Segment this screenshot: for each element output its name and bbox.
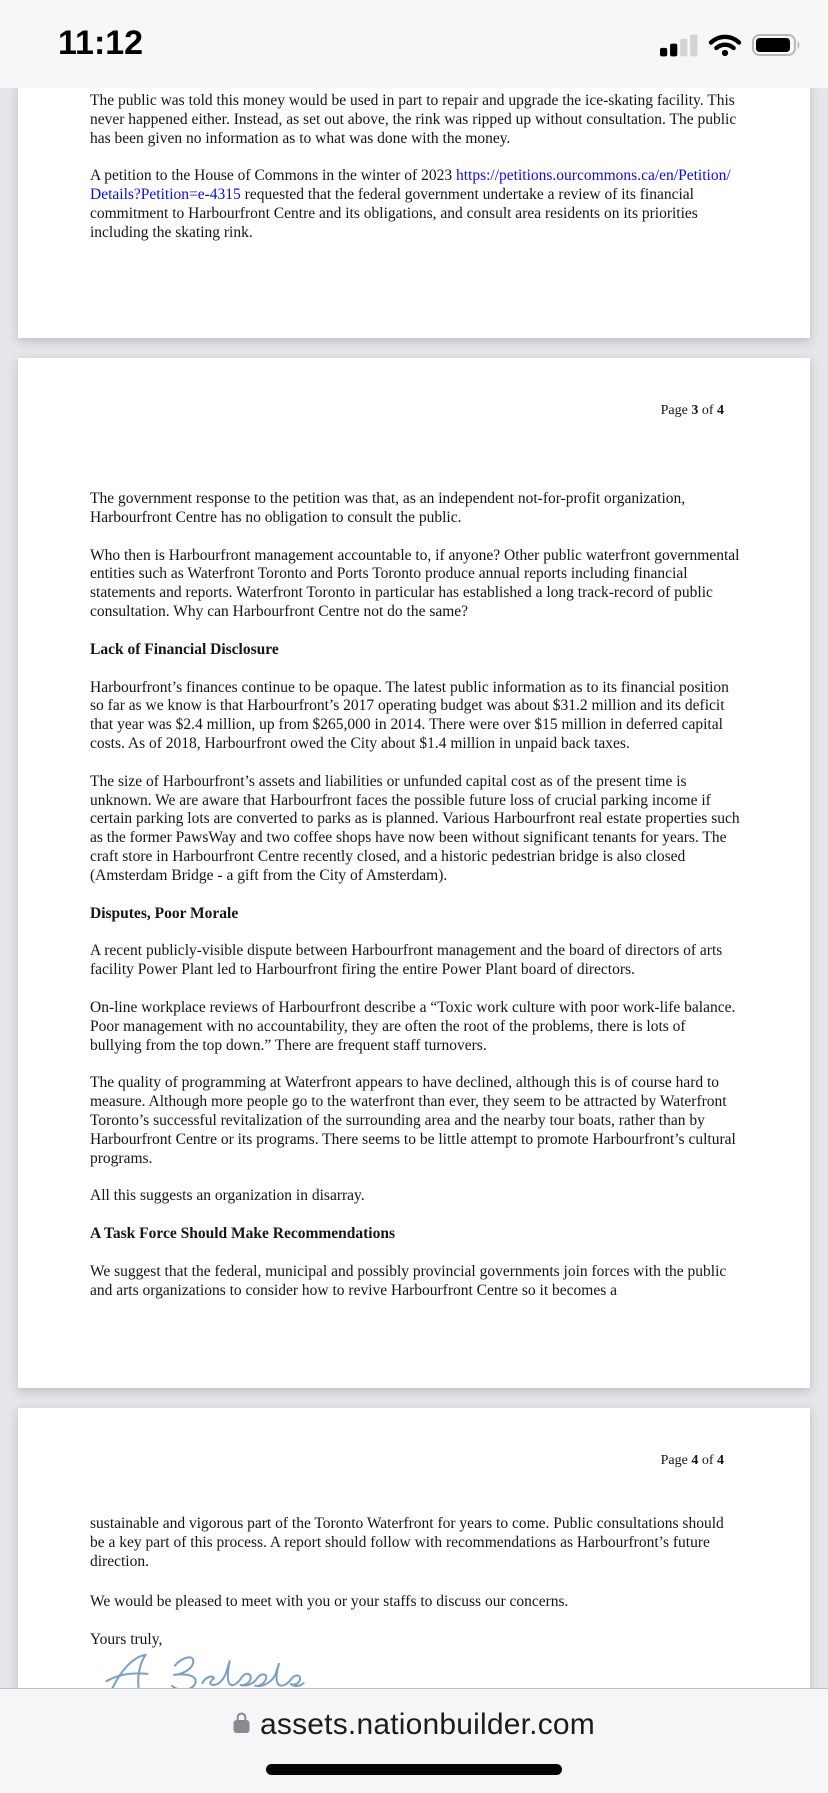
paragraph: A recent publicly-visible dispute between Harbourfront management and the board of directors of arts facility Power Plant led to Harbourfront firing the entire Power Plant board of directors.: [90, 942, 723, 979]
petition-rest-text: requested that the federal government undertake a review of its financial commitment to Harbourfront Centre and its obligations, and consult area residents on its priorities including the skating rink.: [90, 186, 698, 241]
pdf-page-2-partial: [18, 84, 810, 338]
section-heading: A Task Force Should Make Recommendations: [90, 1225, 396, 1243]
page-total: 4: [717, 403, 724, 418]
page-number-header: [18, 402, 724, 419]
closing-line: Yours truly,: [90, 1631, 163, 1649]
page-word: Page: [660, 403, 688, 418]
petition-link[interactable]: https://petitions.ourcommons.ca/en/Petition/Details?Petition=e-4315: [90, 167, 731, 204]
page-number-header: [18, 1452, 724, 1469]
page-number: 3: [691, 403, 699, 418]
of-word: of: [701, 403, 714, 418]
page-number: 4: [691, 1453, 699, 1468]
url-text: assets.nationbuilder.com: [260, 1708, 595, 1741]
battery-icon: [752, 33, 802, 62]
wifi-icon: [708, 32, 742, 62]
paragraph: The quality of programming at Waterfront appears to have declined, although this is of course hard to measure. Although more people go to the waterfront than ever, they seem to be attracted by Waterfront Toronto’s successful revitalization of the surrounding area and the nearby tour boats, rather than by Harbourfront Centre or its programs. There seems to be little attempt to promote Harbourfront’s cultural programs.: [90, 1074, 736, 1167]
paragraph: sustainable and vigorous part of the Toronto Waterfront for years to come. Public consultations should be a key part of this process. A report should follow with recommendations as Harbourfront’s future direction.: [90, 1515, 724, 1570]
page-word: Page: [660, 1453, 688, 1468]
page-total: 4: [717, 1453, 724, 1468]
section-heading: Lack of Financial Disclosure: [90, 640, 279, 658]
petition-intro-text: A petition to the House of Commons in the winter of 2023: [90, 167, 456, 185]
paragraph: Who then is Harbourfront management accountable to, if anyone? Other public waterfront governmental entities such as Waterfront Toronto and Ports Toronto produce annual reports including financial statements and reports. Waterfront Toronto in particular has established a long track-record of public consultation. Why can Harbourfront Centre not do the same?: [90, 546, 740, 620]
paragraph: We would be pleased to meet with you or your staffs to discuss our concerns.: [90, 1593, 569, 1611]
paragraph-with-link: [90, 167, 740, 242]
section-heading: Disputes, Poor Morale: [90, 904, 239, 922]
paragraph: On-line workplace reviews of Harbourfront describe a “Toxic work culture with poor work-life balance. Poor management with no accountability, they are often the root of the problems, there is lots of bullying from the top down.” There are frequent staff turnovers.: [90, 998, 736, 1054]
lock-icon: [233, 1711, 250, 1739]
home-indicator[interactable]: [266, 1764, 562, 1775]
pdf-page-3: [18, 358, 810, 1388]
clock: 11:12: [58, 24, 144, 62]
paragraph: The public was told this money would be used in part to repair and upgrade the ice-skating facility. This never happened either. Instead, as set out above, the rink was ripped up without consultation. The public has been given no information as to what was done with the money.: [90, 92, 737, 147]
paragraph: The size of Harbourfront’s assets and liabilities or unfunded capital cost as of the present time is unknown. We are aware that Harbourfront faces the possible future loss of crucial parking income if certain parking lots are converted to parks as is planned. Various Harbourfront real estate properties such as the former PawsWay and two coffee shops have now been without significant tenants for years. The craft store in Harbourfront Centre recently closed, and a historic pedestrian bridge is also closed (Amsterdam Bridge - a gift from the City of Amsterdam).: [90, 772, 740, 884]
paragraph: The government response to the petition was that, as an independent not-for-profit organization, Harbourfront Centre has no obligation to consult the public.: [90, 490, 686, 526]
cellular-signal-icon: [660, 33, 698, 62]
paragraph: Harbourfront’s finances continue to be opaque. The latest public information as to its financial position so far as we know is that Harbourfront’s 2017 operating budget was about $31.2 million and its deficit that year was $2.4 million, up from $265,000 in 2014. There were over $15 million in deferred capital costs. As of 2018, Harbourfront owed the City about $1.4 million in unpaid back taxes.: [90, 678, 729, 752]
paragraph: We suggest that the federal, municipal and possibly provincial governments join forces with the public and arts organizations to consider how to revive Harbourfront Centre so it becomes a: [90, 1262, 727, 1299]
status-bar: [0, 0, 828, 88]
safari-url-bar[interactable]: [0, 1688, 828, 1793]
paragraph: All this suggests an organization in disarray.: [90, 1187, 365, 1205]
of-word: of: [701, 1453, 714, 1468]
